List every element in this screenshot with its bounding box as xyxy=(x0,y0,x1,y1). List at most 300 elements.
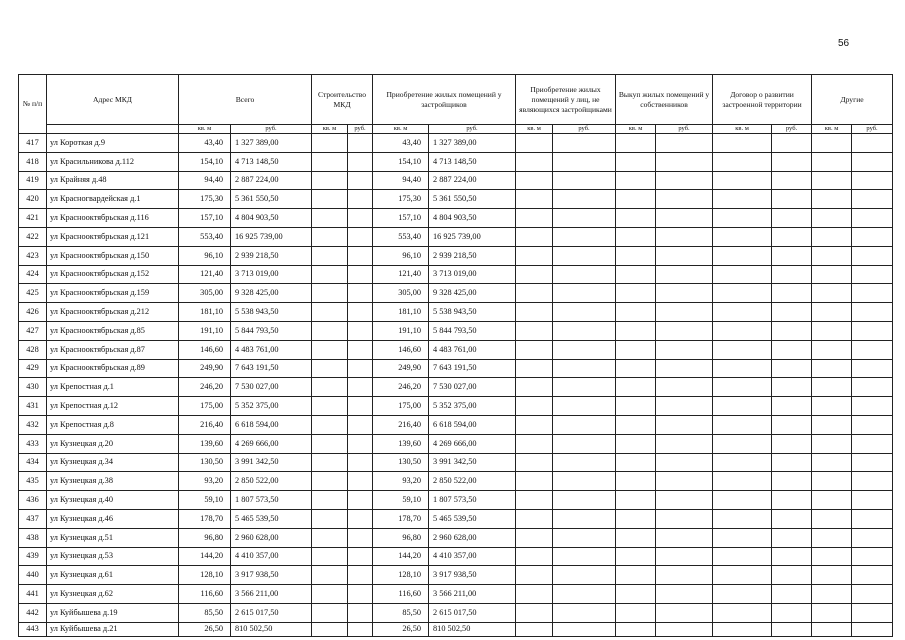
territory-rub-cell xyxy=(772,171,812,190)
row-number-cell: 429 xyxy=(19,359,47,378)
construction-area-cell xyxy=(312,152,348,171)
territory-area-cell xyxy=(713,152,772,171)
construction-area-cell xyxy=(312,303,348,322)
table-row xyxy=(19,303,893,322)
other-area-cell xyxy=(812,340,852,359)
construction-area-cell xyxy=(312,209,348,228)
table-row xyxy=(19,566,893,585)
developer-area-cell: 246,20 xyxy=(373,378,429,397)
territory-area-cell xyxy=(713,246,772,265)
table-row xyxy=(19,209,893,228)
address-cell: ул Краснооктябрьская д.152 xyxy=(47,265,179,284)
address-cell: ул Кузнецкая д.53 xyxy=(47,547,179,566)
non-developer-area-cell xyxy=(516,453,553,472)
territory-rub-cell xyxy=(772,265,812,284)
developer-rub-cell: 1 807 573,50 xyxy=(429,491,516,510)
territory-area-cell xyxy=(713,340,772,359)
non-developer-rub-cell xyxy=(553,152,616,171)
total-rub-cell: 5 844 793,50 xyxy=(231,321,312,340)
address-cell: ул Крайняя д.48 xyxy=(47,171,179,190)
buyout-rub-cell xyxy=(656,566,713,585)
table-row xyxy=(19,378,893,397)
buyout-rub-cell xyxy=(656,359,713,378)
row-number-cell: 421 xyxy=(19,209,47,228)
table-row xyxy=(19,359,893,378)
construction-rub-cell xyxy=(348,528,373,547)
non-developer-rub-cell xyxy=(553,472,616,491)
developer-area-cell: 85,50 xyxy=(373,603,429,622)
other-area-cell xyxy=(812,321,852,340)
other-rub-cell xyxy=(852,528,893,547)
non-developer-area-cell xyxy=(516,190,553,209)
construction-rub-cell xyxy=(348,434,373,453)
other-rub-cell xyxy=(852,359,893,378)
non-developer-area-cell xyxy=(516,378,553,397)
non-developer-rub-cell xyxy=(553,340,616,359)
row-number-cell: 442 xyxy=(19,603,47,622)
other-rub-cell xyxy=(852,134,893,153)
construction-area-cell xyxy=(312,434,348,453)
table-row xyxy=(19,227,893,246)
territory-area-cell xyxy=(713,284,772,303)
territory-area-cell xyxy=(713,528,772,547)
construction-rub-cell xyxy=(348,265,373,284)
non-developer-area-cell xyxy=(516,622,553,636)
territory-rub-cell xyxy=(772,284,812,303)
other-rub-cell xyxy=(852,453,893,472)
non-developer-area-cell xyxy=(516,472,553,491)
construction-area-cell xyxy=(312,190,348,209)
row-number-cell: 428 xyxy=(19,340,47,359)
unit-label: кв. м xyxy=(616,125,656,134)
total-rub-cell: 2 939 218,50 xyxy=(231,246,312,265)
other-area-cell xyxy=(812,359,852,378)
buyout-rub-cell xyxy=(656,303,713,322)
territory-area-cell xyxy=(713,603,772,622)
construction-rub-cell xyxy=(348,603,373,622)
table-row xyxy=(19,472,893,491)
header-territory-contract: Договор о развитии застроенной территории xyxy=(713,75,812,125)
total-area-cell: 175,00 xyxy=(179,397,231,416)
unit-label: кв. м xyxy=(312,125,348,134)
total-rub-cell: 2 887 224,00 xyxy=(231,171,312,190)
territory-rub-cell xyxy=(772,622,812,636)
construction-rub-cell xyxy=(348,491,373,510)
address-cell: ул Кузнецкая д.51 xyxy=(47,528,179,547)
developer-area-cell: 175,00 xyxy=(373,397,429,416)
total-area-cell: 128,10 xyxy=(179,566,231,585)
table-row xyxy=(19,509,893,528)
developer-area-cell: 93,20 xyxy=(373,472,429,491)
territory-area-cell xyxy=(713,509,772,528)
territory-area-cell xyxy=(713,359,772,378)
total-area-cell: 175,30 xyxy=(179,190,231,209)
territory-area-cell xyxy=(713,303,772,322)
other-area-cell xyxy=(812,566,852,585)
address-cell: ул Краснооктябрьская д.85 xyxy=(47,321,179,340)
buyout-rub-cell xyxy=(656,284,713,303)
construction-rub-cell xyxy=(348,415,373,434)
non-developer-area-cell xyxy=(516,321,553,340)
other-rub-cell xyxy=(852,585,893,604)
construction-rub-cell xyxy=(348,284,373,303)
other-rub-cell xyxy=(852,397,893,416)
other-area-cell xyxy=(812,453,852,472)
table-row xyxy=(19,585,893,604)
buyout-rub-cell xyxy=(656,227,713,246)
construction-rub-cell xyxy=(348,509,373,528)
buyout-area-cell xyxy=(616,397,656,416)
other-area-cell xyxy=(812,378,852,397)
developer-area-cell: 59,10 xyxy=(373,491,429,510)
territory-area-cell xyxy=(713,171,772,190)
total-rub-cell: 2 850 522,00 xyxy=(231,472,312,491)
row-number-cell: 438 xyxy=(19,528,47,547)
non-developer-rub-cell xyxy=(553,603,616,622)
non-developer-rub-cell xyxy=(553,284,616,303)
developer-area-cell: 154,10 xyxy=(373,152,429,171)
address-cell: ул Красильникова д.112 xyxy=(47,152,179,171)
total-rub-cell: 4 804 903,50 xyxy=(231,209,312,228)
construction-rub-cell xyxy=(348,397,373,416)
non-developer-rub-cell xyxy=(553,434,616,453)
row-number-cell: 424 xyxy=(19,265,47,284)
other-rub-cell xyxy=(852,303,893,322)
territory-area-cell xyxy=(713,227,772,246)
developer-rub-cell: 7 530 027,00 xyxy=(429,378,516,397)
other-rub-cell xyxy=(852,321,893,340)
non-developer-rub-cell xyxy=(553,378,616,397)
territory-rub-cell xyxy=(772,190,812,209)
territory-area-cell xyxy=(713,321,772,340)
construction-area-cell xyxy=(312,528,348,547)
table-row xyxy=(19,397,893,416)
construction-rub-cell xyxy=(348,190,373,209)
non-developer-area-cell xyxy=(516,509,553,528)
developer-rub-cell: 4 269 666,00 xyxy=(429,434,516,453)
row-number-cell: 419 xyxy=(19,171,47,190)
address-cell: ул Краснооктябрьская д.89 xyxy=(47,359,179,378)
construction-rub-cell xyxy=(348,566,373,585)
other-rub-cell xyxy=(852,209,893,228)
total-area-cell: 116,60 xyxy=(179,585,231,604)
total-rub-cell: 3 917 938,50 xyxy=(231,566,312,585)
construction-rub-cell xyxy=(348,134,373,153)
total-rub-cell: 5 538 943,50 xyxy=(231,303,312,322)
developer-area-cell: 96,10 xyxy=(373,246,429,265)
address-cell: ул Краснооктябрьская д.150 xyxy=(47,246,179,265)
other-area-cell xyxy=(812,397,852,416)
total-rub-cell: 5 352 375,00 xyxy=(231,397,312,416)
other-area-cell xyxy=(812,415,852,434)
territory-rub-cell xyxy=(772,566,812,585)
other-rub-cell xyxy=(852,415,893,434)
row-number-cell: 439 xyxy=(19,547,47,566)
construction-area-cell xyxy=(312,246,348,265)
territory-area-cell xyxy=(713,190,772,209)
buyout-area-cell xyxy=(616,190,656,209)
buyout-rub-cell xyxy=(656,340,713,359)
non-developer-area-cell xyxy=(516,227,553,246)
total-area-cell: 43,40 xyxy=(179,134,231,153)
non-developer-rub-cell xyxy=(553,397,616,416)
other-area-cell xyxy=(812,434,852,453)
row-number-cell: 417 xyxy=(19,134,47,153)
address-cell: ул Краснооктябрьская д.87 xyxy=(47,340,179,359)
territory-area-cell xyxy=(713,472,772,491)
buyout-rub-cell xyxy=(656,585,713,604)
other-area-cell xyxy=(812,547,852,566)
table-row xyxy=(19,152,893,171)
buyout-rub-cell xyxy=(656,397,713,416)
non-developer-rub-cell xyxy=(553,209,616,228)
developer-area-cell: 139,60 xyxy=(373,434,429,453)
buyout-area-cell xyxy=(616,246,656,265)
table-row xyxy=(19,284,893,303)
construction-rub-cell xyxy=(348,547,373,566)
developer-area-cell: 121,40 xyxy=(373,265,429,284)
developer-area-cell: 178,70 xyxy=(373,509,429,528)
construction-area-cell xyxy=(312,415,348,434)
buyout-rub-cell xyxy=(656,434,713,453)
total-area-cell: 157,10 xyxy=(179,209,231,228)
developer-rub-cell: 4 483 761,00 xyxy=(429,340,516,359)
territory-area-cell xyxy=(713,585,772,604)
developer-area-cell: 216,40 xyxy=(373,415,429,434)
construction-rub-cell xyxy=(348,585,373,604)
total-rub-cell: 3 991 342,50 xyxy=(231,453,312,472)
buyout-rub-cell xyxy=(656,190,713,209)
territory-rub-cell xyxy=(772,321,812,340)
table-row xyxy=(19,190,893,209)
total-rub-cell: 5 465 539,50 xyxy=(231,509,312,528)
address-cell: ул Куйбышева д.21 xyxy=(47,622,179,636)
other-area-cell xyxy=(812,585,852,604)
buyout-rub-cell xyxy=(656,378,713,397)
construction-area-cell xyxy=(312,284,348,303)
buyout-area-cell xyxy=(616,152,656,171)
buyout-rub-cell xyxy=(656,528,713,547)
buyout-rub-cell xyxy=(656,265,713,284)
developer-rub-cell: 5 538 943,50 xyxy=(429,303,516,322)
total-rub-cell: 3 566 211,00 xyxy=(231,585,312,604)
non-developer-area-cell xyxy=(516,434,553,453)
table-body xyxy=(19,134,893,637)
total-area-cell: 26,50 xyxy=(179,622,231,636)
total-rub-cell: 7 643 191,50 xyxy=(231,359,312,378)
developer-area-cell: 43,40 xyxy=(373,134,429,153)
total-rub-cell: 9 328 425,00 xyxy=(231,284,312,303)
territory-rub-cell xyxy=(772,528,812,547)
total-rub-cell: 16 925 739,00 xyxy=(231,227,312,246)
row-number-cell: 430 xyxy=(19,378,47,397)
other-rub-cell xyxy=(852,603,893,622)
developer-area-cell: 128,10 xyxy=(373,566,429,585)
address-cell: ул Краснооктябрьская д.212 xyxy=(47,303,179,322)
unit-label: руб. xyxy=(553,125,616,134)
construction-area-cell xyxy=(312,509,348,528)
non-developer-area-cell xyxy=(516,284,553,303)
address-cell: ул Кузнецкая д.46 xyxy=(47,509,179,528)
other-rub-cell xyxy=(852,472,893,491)
construction-rub-cell xyxy=(348,227,373,246)
developer-rub-cell: 2 850 522,00 xyxy=(429,472,516,491)
buyout-rub-cell xyxy=(656,171,713,190)
developer-area-cell: 553,40 xyxy=(373,227,429,246)
other-area-cell xyxy=(812,227,852,246)
buyout-area-cell xyxy=(616,585,656,604)
table-row xyxy=(19,453,893,472)
construction-area-cell xyxy=(312,603,348,622)
other-area-cell xyxy=(812,246,852,265)
buyout-area-cell xyxy=(616,566,656,585)
non-developer-area-cell xyxy=(516,340,553,359)
header-construction: Строительство МКД xyxy=(312,75,373,125)
non-developer-rub-cell xyxy=(553,321,616,340)
non-developer-rub-cell xyxy=(553,265,616,284)
construction-area-cell xyxy=(312,566,348,585)
non-developer-rub-cell xyxy=(553,303,616,322)
developer-rub-cell: 3 917 938,50 xyxy=(429,566,516,585)
non-developer-rub-cell xyxy=(553,453,616,472)
buyout-rub-cell xyxy=(656,321,713,340)
other-area-cell xyxy=(812,265,852,284)
table-row xyxy=(19,321,893,340)
other-area-cell xyxy=(812,622,852,636)
developer-area-cell: 144,20 xyxy=(373,547,429,566)
header-address-sub xyxy=(47,125,179,134)
address-cell: ул Кузнецкая д.61 xyxy=(47,566,179,585)
construction-area-cell xyxy=(312,265,348,284)
total-area-cell: 96,80 xyxy=(179,528,231,547)
developer-rub-cell: 9 328 425,00 xyxy=(429,284,516,303)
buyout-area-cell xyxy=(616,415,656,434)
territory-rub-cell xyxy=(772,134,812,153)
developer-rub-cell: 4 804 903,50 xyxy=(429,209,516,228)
other-area-cell xyxy=(812,284,852,303)
non-developer-area-cell xyxy=(516,603,553,622)
row-number-cell: 422 xyxy=(19,227,47,246)
buyout-area-cell xyxy=(616,321,656,340)
territory-rub-cell xyxy=(772,209,812,228)
buyout-area-cell xyxy=(616,491,656,510)
developer-rub-cell: 5 361 550,50 xyxy=(429,190,516,209)
buyout-area-cell xyxy=(616,303,656,322)
address-cell: ул Красногвардейская д.1 xyxy=(47,190,179,209)
developer-rub-cell: 2 615 017,50 xyxy=(429,603,516,622)
total-area-cell: 121,40 xyxy=(179,265,231,284)
row-number-cell: 420 xyxy=(19,190,47,209)
total-area-cell: 305,00 xyxy=(179,284,231,303)
non-developer-rub-cell xyxy=(553,547,616,566)
non-developer-rub-cell xyxy=(553,622,616,636)
other-rub-cell xyxy=(852,265,893,284)
total-area-cell: 146,60 xyxy=(179,340,231,359)
buyout-rub-cell xyxy=(656,453,713,472)
developer-area-cell: 181,10 xyxy=(373,303,429,322)
territory-area-cell xyxy=(713,134,772,153)
table-row xyxy=(19,246,893,265)
total-rub-cell: 1 807 573,50 xyxy=(231,491,312,510)
other-area-cell xyxy=(812,472,852,491)
construction-rub-cell xyxy=(348,209,373,228)
header-other: Другие xyxy=(812,75,893,125)
developer-area-cell: 26,50 xyxy=(373,622,429,636)
other-rub-cell xyxy=(852,284,893,303)
header-purchase-developers: Приобретение жилых помещений у застройщиков xyxy=(373,75,516,125)
territory-rub-cell xyxy=(772,509,812,528)
territory-area-cell xyxy=(713,397,772,416)
address-cell: ул Кузнецкая д.38 xyxy=(47,472,179,491)
unit-label: руб. xyxy=(852,125,893,134)
developer-rub-cell: 810 502,50 xyxy=(429,622,516,636)
construction-area-cell xyxy=(312,622,348,636)
construction-rub-cell xyxy=(348,453,373,472)
developer-rub-cell: 1 327 389,00 xyxy=(429,134,516,153)
construction-area-cell xyxy=(312,340,348,359)
construction-rub-cell xyxy=(348,321,373,340)
developer-rub-cell: 6 618 594,00 xyxy=(429,415,516,434)
non-developer-area-cell xyxy=(516,265,553,284)
address-cell: ул Краснооктябрьская д.116 xyxy=(47,209,179,228)
other-rub-cell xyxy=(852,491,893,510)
other-area-cell xyxy=(812,491,852,510)
other-rub-cell xyxy=(852,340,893,359)
non-developer-rub-cell xyxy=(553,509,616,528)
other-area-cell xyxy=(812,171,852,190)
developer-area-cell: 146,60 xyxy=(373,340,429,359)
address-cell: ул Краснооктябрьская д.121 xyxy=(47,227,179,246)
row-number-cell: 425 xyxy=(19,284,47,303)
address-cell: ул Куйбышева д.19 xyxy=(47,603,179,622)
non-developer-rub-cell xyxy=(553,491,616,510)
other-area-cell xyxy=(812,152,852,171)
table-row xyxy=(19,603,893,622)
construction-area-cell xyxy=(312,397,348,416)
other-rub-cell xyxy=(852,190,893,209)
buyout-area-cell xyxy=(616,472,656,491)
table-row xyxy=(19,340,893,359)
total-area-cell: 85,50 xyxy=(179,603,231,622)
buyout-area-cell xyxy=(616,547,656,566)
other-rub-cell xyxy=(852,227,893,246)
buyout-area-cell xyxy=(616,434,656,453)
row-number-cell: 443 xyxy=(19,622,47,636)
header-purchase-non-developers: Приобретение жилых помещений у лиц, не являющихся застройщиками xyxy=(516,75,616,125)
total-rub-cell: 2 615 017,50 xyxy=(231,603,312,622)
construction-rub-cell xyxy=(348,359,373,378)
non-developer-area-cell xyxy=(516,152,553,171)
construction-rub-cell xyxy=(348,472,373,491)
total-rub-cell: 5 361 550,50 xyxy=(231,190,312,209)
territory-rub-cell xyxy=(772,415,812,434)
address-cell: ул Кузнецкая д.34 xyxy=(47,453,179,472)
buyout-area-cell xyxy=(616,359,656,378)
non-developer-rub-cell xyxy=(553,528,616,547)
construction-rub-cell xyxy=(348,340,373,359)
construction-area-cell xyxy=(312,134,348,153)
developer-area-cell: 191,10 xyxy=(373,321,429,340)
other-area-cell xyxy=(812,209,852,228)
row-number-cell: 427 xyxy=(19,321,47,340)
territory-rub-cell xyxy=(772,453,812,472)
other-rub-cell xyxy=(852,566,893,585)
mkd-table xyxy=(18,74,893,637)
buyout-rub-cell xyxy=(656,246,713,265)
construction-area-cell xyxy=(312,321,348,340)
buyout-area-cell xyxy=(616,603,656,622)
page-number: 56 xyxy=(838,38,850,49)
